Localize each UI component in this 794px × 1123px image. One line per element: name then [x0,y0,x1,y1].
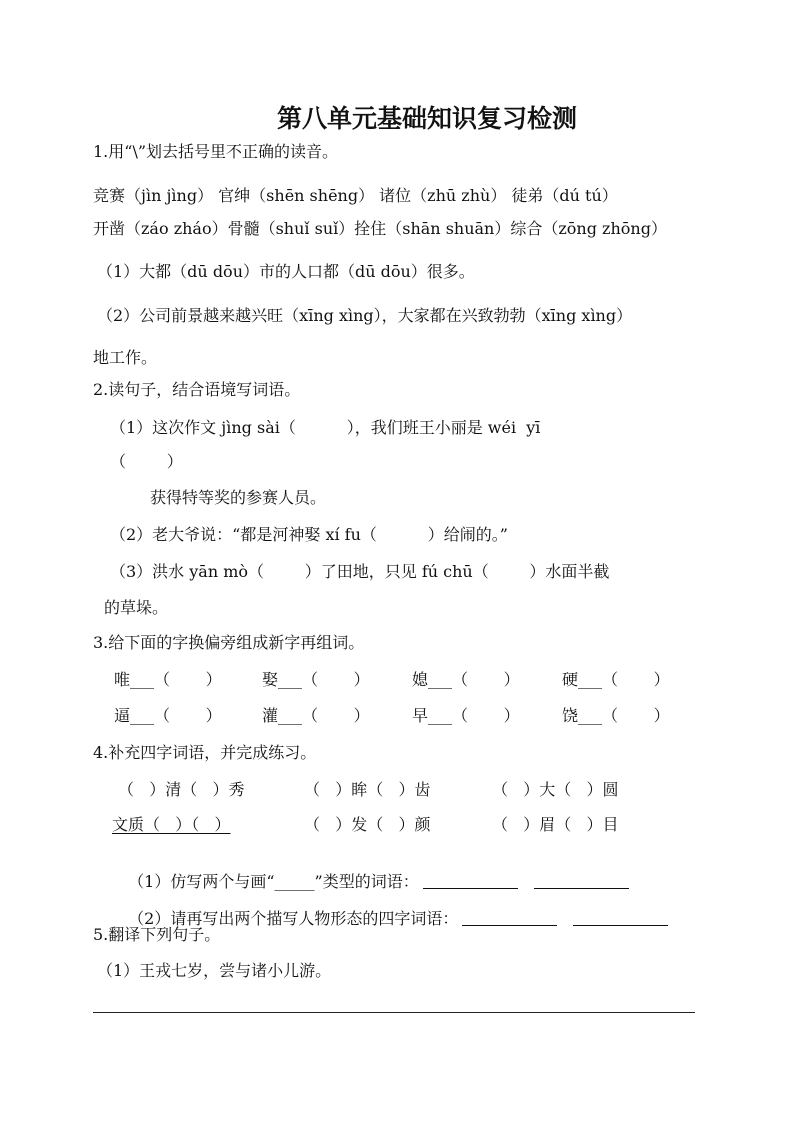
q1-sentence-2: （2）公司前景越来越兴旺（xīng xìng），大家都在兴致勃勃（xīng xìng） [97,306,633,325]
q3-item: 灌___（ ） [262,706,370,725]
answer-blank[interactable] [573,911,668,926]
q5-sentence-1: （1）王戎七岁，尝与诸小儿游。 [97,961,332,980]
q3-item: 早___（ ） [412,706,520,725]
q4-task-1-text: （1）仿写两个与画“_____”类型的词语： [128,872,419,891]
q4-task-2-text: （2）请再写出两个描写人物形态的四字词语： [128,909,459,928]
q4-idiom: （ ）发（ ）颜 [304,815,431,834]
q2-sentence-3-cont: 的草垛。 [104,598,169,617]
answer-blank[interactable] [534,874,629,889]
q1-sentence-1: （1）大都（dū dōu）市的人口都（dū dōu）很多。 [97,262,475,281]
q4-heading: 4.补充四字词语，并完成练习。 [93,743,317,762]
q1-pinyin-line-1: 竞赛（jìn jìng） 官绅（shēn shēng） 诸位（zhū zhù） 徒弟（dú tú） [93,186,618,205]
q5-heading: 5.翻译下列句子。 [93,925,221,944]
q2-sentence-1: （1）这次作文 jìng sài（ ），我们班王小丽是 wéi yī [110,418,541,437]
q2-sentence-1-blank: （ ） [110,452,183,471]
q3-item: 媳___（ ） [412,670,520,689]
q2-heading: 2.读句子，结合语境写词语。 [93,380,301,399]
q3-item: 饶___（ ） [562,706,670,725]
q4-idiom: （ ）大（ ）圆 [492,780,619,799]
answer-line[interactable] [93,1012,695,1013]
q3-item: 娶___（ ） [262,670,370,689]
q2-sentence-1-cont: 获得特等奖的参赛人员。 [150,488,327,507]
q4-idiom: （ ）眉（ ）目 [492,815,619,834]
q2-sentence-2: （2）老大爷说：“都是河神娶 xí fu（ ）给闹的。” [110,525,508,544]
q1-heading: 1.用“\”划去括号里不正确的读音。 [93,142,339,161]
q4-task-1 [118,852,629,892]
q4-idiom-underlined: 文质（ ）（ ） [112,815,231,834]
q3-heading: 3.给下面的字换偏旁组成新字再组词。 [93,633,365,652]
q4-idiom: （ ）眸（ ）齿 [304,780,431,799]
q3-item: 硬___（ ） [562,670,670,689]
answer-blank[interactable] [423,874,518,889]
answer-blank[interactable] [462,911,557,926]
q2-sentence-3: （3）洪水 yān mò（ ）了田地，只见 fú chū（ ）水面半截 [110,562,610,581]
q4-task-2 [118,889,668,929]
q3-item: 逼___（ ） [114,706,222,725]
q4-idiom: （ ）清（ ）秀 [118,780,245,799]
q3-item: 唯___（ ） [114,670,222,689]
page-title: 第八单元基础知识复习检测 [276,104,577,133]
q1-pinyin-line-2: 开凿（záo zháo）骨髓（shuǐ suǐ）拴住（shān shuān）综合（zōng zhōng） [93,219,667,238]
q1-sentence-2-cont: 地工作。 [93,348,158,367]
